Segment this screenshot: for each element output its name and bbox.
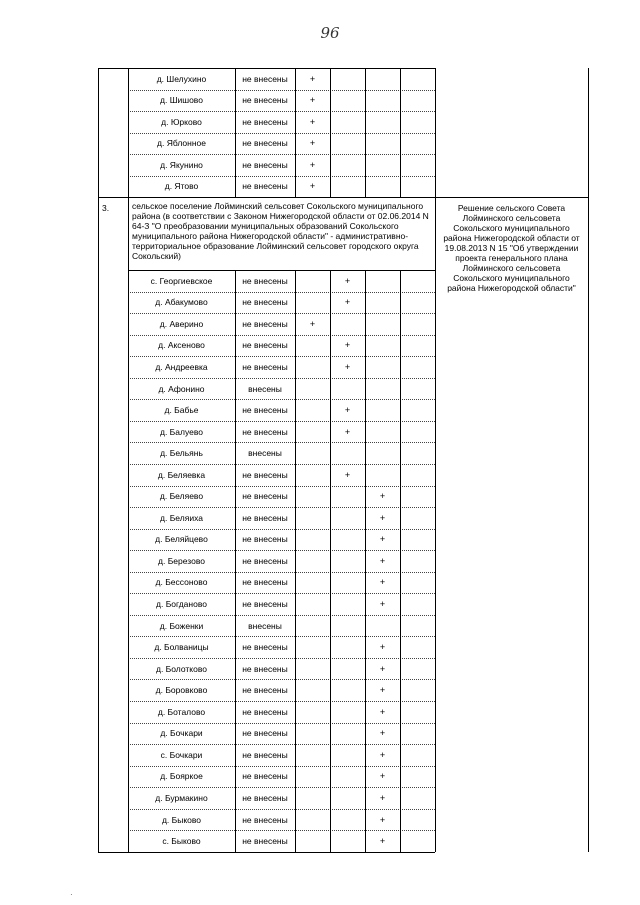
settlement-name: д. Боровково <box>155 685 208 696</box>
plus-mark: + <box>379 534 386 545</box>
settlement-name: д. Абакумово <box>155 297 208 308</box>
row-divider <box>128 90 435 91</box>
settlement-name: д. Боталово <box>157 706 206 717</box>
changes-status: не внесены <box>242 73 288 84</box>
settlement-name: д. Аверино <box>159 318 204 329</box>
plus-mark: + <box>379 577 386 588</box>
changes-status: внесены <box>248 383 282 394</box>
row-divider <box>128 507 435 508</box>
settlement-name: с. Георгиевское <box>150 275 213 286</box>
row-divider <box>128 378 435 379</box>
column-divider <box>98 68 99 852</box>
plus-mark: + <box>379 792 386 803</box>
settlement-name: с. Быково <box>162 836 201 847</box>
settlement-name: д. Бояркое <box>160 771 203 782</box>
settlement-name: д. Бельянь <box>160 448 203 459</box>
row-divider <box>128 636 435 637</box>
row-divider <box>128 399 435 400</box>
settlement-name: д. Ятово <box>164 181 199 192</box>
plus-mark: + <box>344 297 351 308</box>
row-divider <box>128 679 435 680</box>
row-divider <box>128 701 435 702</box>
row-divider <box>98 68 435 69</box>
row-divider <box>128 809 435 810</box>
row-divider <box>128 529 435 530</box>
changes-status: не внесены <box>242 577 288 588</box>
row-divider <box>98 852 435 853</box>
plus-mark: + <box>379 836 386 847</box>
row-divider <box>128 154 435 155</box>
settlement-name: д. Богданово <box>156 599 207 610</box>
row-divider <box>128 550 435 551</box>
settlement-name: д. Бессоново <box>155 577 208 588</box>
row-divider <box>128 723 435 724</box>
changes-status: не внесены <box>242 836 288 847</box>
row-divider <box>128 335 435 336</box>
changes-status: не внесены <box>242 555 288 566</box>
plus-mark: + <box>379 749 386 760</box>
row-divider <box>128 464 435 465</box>
plus-mark: + <box>309 318 316 329</box>
settlement-name: д. Юрково <box>161 116 202 127</box>
changes-status: не внесены <box>242 138 288 149</box>
settlement-name: д. Афонино <box>158 383 205 394</box>
settlement-name: д. Яблонное <box>157 138 206 149</box>
plus-mark: + <box>379 512 386 523</box>
plus-mark: + <box>344 361 351 372</box>
column-divider <box>365 68 366 197</box>
settlement-name: д. Шишово <box>160 95 203 106</box>
changes-status: не внесены <box>242 469 288 480</box>
plus-mark: + <box>309 116 316 127</box>
plus-mark: + <box>379 663 386 674</box>
row-divider <box>128 658 435 659</box>
plus-mark: + <box>379 642 386 653</box>
changes-status: не внесены <box>242 340 288 351</box>
row-divider <box>98 197 588 198</box>
changes-status: не внесены <box>242 663 288 674</box>
changes-status: не внесены <box>242 275 288 286</box>
column-divider <box>365 270 366 852</box>
plus-mark: + <box>344 340 351 351</box>
plus-mark: + <box>379 555 386 566</box>
column-divider <box>588 68 589 852</box>
settlement-name: д. Беляевка <box>157 469 206 480</box>
plus-mark: + <box>379 706 386 717</box>
settlement-name: д. Балуево <box>160 426 203 437</box>
section-description: сельское поселение Лойминский сельсовет Сокольского муниципального района (в соответствии с Законом Нижегородской области от 02.06.2014 N 64-З "О преобразовании муниципальных образований Сокольского муниципального района Нижегородской области" - административно-территориальное образование Лойминский сельсовет городского округа Сокольский) <box>132 201 429 261</box>
changes-status: не внесены <box>242 814 288 825</box>
column-divider <box>128 68 129 197</box>
plus-mark: + <box>344 405 351 416</box>
page-number: 96 <box>320 24 340 42</box>
changes-status: не внесены <box>242 512 288 523</box>
row-divider <box>128 572 435 573</box>
settlement-name: д. Березово <box>158 555 205 566</box>
plus-mark: + <box>309 95 316 106</box>
changes-status: не внесены <box>242 706 288 717</box>
row-divider <box>128 111 435 112</box>
plus-mark: + <box>344 469 351 480</box>
row-divider <box>128 766 435 767</box>
row-divider <box>128 830 435 831</box>
plus-mark: + <box>344 426 351 437</box>
row-divider <box>128 356 435 357</box>
column-divider <box>435 68 436 852</box>
row-divider <box>128 593 435 594</box>
changes-status: не внесены <box>242 792 288 803</box>
settlement-name: д. Андреевка <box>155 361 208 372</box>
changes-status: не внесены <box>242 599 288 610</box>
row-divider <box>128 486 435 487</box>
section-number: 3. <box>102 203 110 213</box>
changes-status: не внесены <box>242 771 288 782</box>
changes-status: внесены <box>248 620 282 631</box>
row-divider <box>128 615 435 616</box>
section-decision: Решение сельского Совета Лойминского сельсовета Сокольского муниципального района Нижегородской области от 19.08.2013 N 15 "Об утверждении проекта генерального плана Лойминского сельсовета Сокольского муниципального района Нижегородской области" <box>443 203 580 293</box>
changes-status: не внесены <box>242 318 288 329</box>
changes-status: не внесены <box>242 297 288 308</box>
settlement-name: с. Бочкари <box>160 749 203 760</box>
column-divider <box>400 270 401 852</box>
row-divider <box>128 421 435 422</box>
changes-status: не внесены <box>242 361 288 372</box>
changes-status: внесены <box>248 448 282 459</box>
plus-mark: + <box>379 491 386 502</box>
settlement-name: д. Якунино <box>160 159 203 170</box>
settlement-name: д. Боженки <box>159 620 204 631</box>
settlement-name: д. Аксеново <box>158 340 205 351</box>
plus-mark: + <box>379 728 386 739</box>
settlement-name: д. Бабье <box>164 405 199 416</box>
settlement-name: д. Бочкари <box>160 728 203 739</box>
settlement-name: д. Бурмакино <box>155 792 208 803</box>
scan-artifact-dot: · <box>70 890 73 899</box>
changes-status: не внесены <box>242 181 288 192</box>
row-divider <box>128 176 435 177</box>
changes-status: не внесены <box>242 95 288 106</box>
changes-status: не внесены <box>242 116 288 127</box>
settlement-name: д. Шелухино <box>156 73 207 84</box>
settlement-name: д. Болотково <box>156 663 207 674</box>
column-divider <box>330 68 331 197</box>
settlement-name: д. Беляйцево <box>155 534 208 545</box>
column-divider <box>295 68 296 197</box>
row-divider <box>128 133 435 134</box>
column-divider <box>235 270 236 852</box>
plus-mark: + <box>344 275 351 286</box>
settlement-name: д. Беляиха <box>160 512 203 523</box>
column-divider <box>400 68 401 197</box>
plus-mark: + <box>309 138 316 149</box>
settlement-name: д. Быково <box>161 814 202 825</box>
plus-mark: + <box>379 771 386 782</box>
changes-status: не внесены <box>242 728 288 739</box>
changes-status: не внесены <box>242 159 288 170</box>
changes-status: не внесены <box>242 685 288 696</box>
plus-mark: + <box>379 814 386 825</box>
column-divider <box>330 270 331 852</box>
row-divider <box>128 744 435 745</box>
changes-status: не внесены <box>242 426 288 437</box>
changes-status: не внесены <box>242 405 288 416</box>
plus-mark: + <box>379 599 386 610</box>
row-divider <box>128 270 435 271</box>
row-divider <box>128 313 435 314</box>
column-divider <box>128 197 129 852</box>
row-divider <box>128 787 435 788</box>
row-divider <box>128 292 435 293</box>
row-divider <box>128 442 435 443</box>
column-divider <box>235 68 236 197</box>
changes-status: не внесены <box>242 491 288 502</box>
plus-mark: + <box>379 685 386 696</box>
column-divider <box>295 270 296 852</box>
plus-mark: + <box>309 73 316 84</box>
settlement-name: д. Болваницы <box>154 642 209 653</box>
changes-status: не внесены <box>242 749 288 760</box>
plus-mark: + <box>309 159 316 170</box>
changes-status: не внесены <box>242 642 288 653</box>
settlement-name: д. Беляево <box>159 491 204 502</box>
plus-mark: + <box>309 181 316 192</box>
changes-status: не внесены <box>242 534 288 545</box>
